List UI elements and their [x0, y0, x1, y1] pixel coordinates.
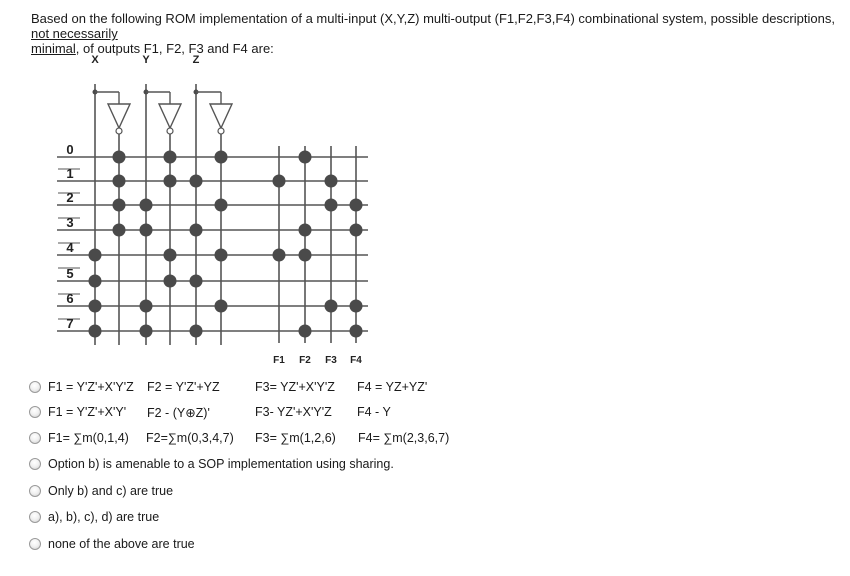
decoder-dot-r6-y [140, 300, 153, 313]
decoder-dot-r3-z [190, 224, 203, 237]
decoder-dot-r0-y [164, 151, 177, 164]
row-label-0: 0 [66, 142, 74, 157]
option-a[interactable] [0, 380, 850, 402]
option-e-text-1: Only b) and c) are true [48, 484, 174, 498]
row-label-2: 2 [66, 190, 74, 205]
question-part1: Based on the following ROM implementation of a multi-input (X,Y,Z) multi-output (F1,F2,F3,F4) combinational system, possible descriptions, [31, 11, 835, 26]
option-d-text-1: Option b) is amenable to a SOP implementation using sharing. [48, 457, 394, 471]
not-bubble-0 [116, 128, 122, 134]
decoder-dot-r4-x [89, 249, 102, 262]
option-c-text-4: F4= ∑m(2,3,6,7) [358, 431, 450, 445]
radio-button-e[interactable] [29, 485, 41, 497]
decoder-dot-r6-z [215, 300, 228, 313]
rom-dot-f2-r3 [299, 224, 312, 237]
row-label-6: 6 [66, 291, 74, 306]
option-d[interactable] [0, 457, 850, 479]
option-f-text-1: a), b), c), d) are true [48, 510, 160, 524]
not-gate-icon-0 [108, 104, 130, 128]
output-label-f1: F1 [273, 355, 285, 366]
question-underlined-1: not necessarily [31, 26, 118, 41]
input-label-z: Z [192, 54, 200, 66]
rom-dot-f2-r4 [299, 249, 312, 262]
input-label-y: Y [142, 54, 150, 66]
radio-button-b[interactable] [29, 406, 41, 418]
row-label-4: 4 [66, 240, 74, 255]
rom-dot-f3-r2 [325, 199, 338, 212]
question-underlined-2: minimal [31, 41, 76, 56]
option-g[interactable] [0, 537, 850, 559]
output-label-f2: F2 [299, 355, 311, 366]
radio-button-a[interactable] [29, 381, 41, 393]
radio-button-g[interactable] [29, 538, 41, 550]
row-label-1: 1 [66, 166, 74, 181]
rom-dot-f4-r3 [350, 224, 363, 237]
rom-dot-f3-r6 [325, 300, 338, 313]
rom-dot-f4-r2 [350, 199, 363, 212]
option-c-text-2: F2=∑m(0,3,4,7) [146, 431, 234, 445]
option-f[interactable] [0, 510, 850, 532]
option-a-text-4: F4 = YZ+YZ' [357, 380, 428, 394]
input-label-x: X [91, 54, 99, 66]
decoder-dot-r4-y [164, 249, 177, 262]
decoder-dot-r1-y [164, 175, 177, 188]
decoder-dot-r0-x [113, 151, 126, 164]
decoder-dot-r5-z [190, 275, 203, 288]
not-gate-icon-2 [210, 104, 232, 128]
rom-dot-f2-r0 [299, 151, 312, 164]
decoder-dot-r2-x [113, 199, 126, 212]
output-label-f3: F3 [325, 355, 337, 366]
radio-button-d[interactable] [29, 458, 41, 470]
radio-button-c[interactable] [29, 432, 41, 444]
decoder-dot-r7-x [89, 325, 102, 338]
rom-dot-f1-r4 [273, 249, 286, 262]
rom-dot-f2-r7 [299, 325, 312, 338]
decoder-dot-r3-x [113, 224, 126, 237]
option-b-text-1: F1 = Y'Z'+X'Y' [48, 405, 127, 419]
decoder-dot-r2-z [215, 199, 228, 212]
decoder-dot-r3-y [140, 224, 153, 237]
decoder-dot-r2-y [140, 199, 153, 212]
row-label-5: 5 [66, 266, 74, 281]
rom-dot-f1-r1 [273, 175, 286, 188]
decoder-dot-r6-x [89, 300, 102, 313]
not-gate-icon-1 [159, 104, 181, 128]
row-label-3: 3 [66, 215, 74, 230]
decoder-dot-r7-z [190, 325, 203, 338]
rom-dot-f4-r7 [350, 325, 363, 338]
rom-dot-f4-r6 [350, 300, 363, 313]
decoder-dot-r1-z [190, 175, 203, 188]
option-b-text-4: F4 - Y [357, 405, 391, 419]
option-g-text-1: none of the above are true [48, 537, 195, 551]
option-b-text-2: F2 - (Y⊕Z)' [147, 406, 210, 420]
option-a-text-2: F2 = Y'Z'+YZ [147, 380, 220, 394]
option-b-text-3: F3- YZ'+X'Y'Z [255, 405, 332, 419]
option-a-text-3: F3= YZ'+X'Y'Z [255, 380, 335, 394]
option-c-text-3: F3= ∑m(1,2,6) [255, 431, 336, 445]
decoder-dot-r4-z [215, 249, 228, 262]
output-label-f4: F4 [350, 355, 362, 366]
not-bubble-1 [167, 128, 173, 134]
decoder-dot-r0-z [215, 151, 228, 164]
option-b[interactable] [0, 405, 850, 427]
question-part2: , of outputs F1, F2, F3 and F4 are: [75, 41, 274, 56]
radio-button-f[interactable] [29, 511, 41, 523]
decoder-dot-r1-x [113, 175, 126, 188]
decoder-dot-r5-y [164, 275, 177, 288]
rom-dot-f3-r1 [325, 175, 338, 188]
decoder-dot-r7-y [140, 325, 153, 338]
option-e[interactable] [0, 484, 850, 506]
not-bubble-2 [218, 128, 224, 134]
decoder-dot-r5-x [89, 275, 102, 288]
option-c[interactable] [0, 431, 850, 453]
option-a-text-1: F1 = Y'Z'+X'Y'Z [48, 380, 134, 394]
row-label-7: 7 [66, 316, 74, 331]
option-c-text-1: F1= ∑m(0,1,4) [48, 431, 129, 445]
